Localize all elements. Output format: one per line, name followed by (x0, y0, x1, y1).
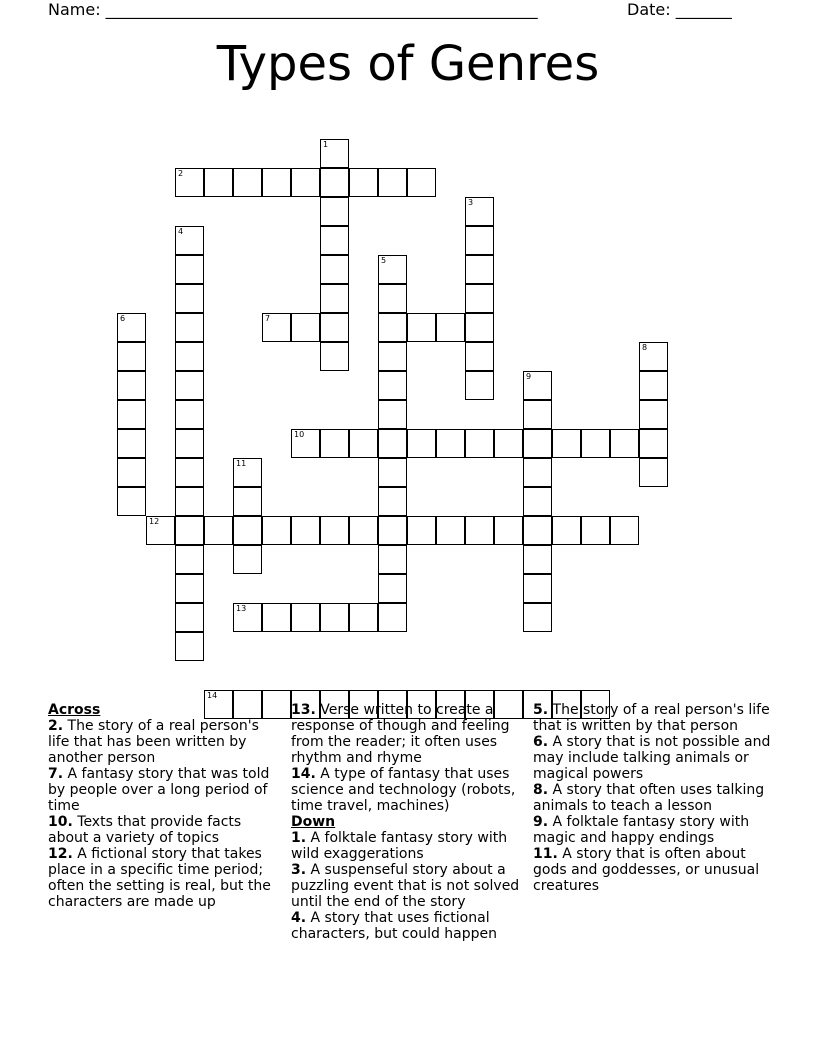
clue-number: 4 (178, 227, 184, 236)
crossword-cell[interactable] (378, 429, 407, 458)
crossword-cell[interactable] (349, 516, 378, 545)
clue-item (48, 846, 284, 910)
crossword-cell[interactable] (320, 284, 349, 313)
date-field-label: Date: _______ (627, 0, 732, 19)
crossword-cell[interactable] (465, 342, 494, 371)
crossword-cell[interactable] (581, 516, 610, 545)
clue-number: 2 (178, 169, 184, 178)
crossword-cell[interactable] (233, 487, 262, 516)
crossword-cell[interactable] (233, 458, 262, 487)
crossword-cell[interactable] (175, 371, 204, 400)
crossword-cell[interactable] (378, 255, 407, 284)
across-clue-list-continued (291, 702, 529, 814)
clue-number-label: 11. (533, 846, 558, 862)
crossword-cell[interactable] (117, 400, 146, 429)
clue-item (533, 734, 773, 782)
crossword-cell[interactable] (639, 458, 668, 487)
crossword-cell[interactable] (233, 603, 262, 632)
crossword-cell[interactable] (378, 313, 407, 342)
crossword-cell[interactable] (465, 284, 494, 313)
crossword-cell[interactable] (320, 313, 349, 342)
crossword-cell[interactable] (175, 516, 204, 545)
crossword-cell[interactable] (523, 545, 552, 574)
clue-text: Verse written to create a response of though and feeling from the reader; it often uses rhythm and rhyme (291, 702, 510, 766)
crossword-cell[interactable] (117, 342, 146, 371)
crossword-cell[interactable] (175, 168, 204, 197)
clue-text: A type of fantasy that uses science and technology (robots, time travel, machines) (291, 766, 516, 814)
clue-number: 11 (236, 459, 247, 468)
page-title: Types of Genres (216, 36, 600, 92)
crossword-cell[interactable] (117, 458, 146, 487)
crossword-cell[interactable] (378, 603, 407, 632)
clue-number-label: 5. (533, 702, 549, 718)
crossword-cell[interactable] (175, 545, 204, 574)
down-clue-list (291, 830, 529, 942)
crossword-cell[interactable] (639, 371, 668, 400)
crossword-cell[interactable] (378, 545, 407, 574)
clue-number: 10 (294, 430, 305, 439)
crossword-cell[interactable] (552, 516, 581, 545)
crossword-cell[interactable] (291, 603, 320, 632)
crossword-cell[interactable] (291, 313, 320, 342)
clue-text: A folktale fantasy story with wild exaggerations (291, 830, 508, 862)
across-clue-list (48, 718, 284, 910)
crossword-cell[interactable] (610, 429, 639, 458)
crossword-cell[interactable] (320, 197, 349, 226)
crossword-cell[interactable] (320, 603, 349, 632)
clue-item (533, 814, 773, 846)
clue-number: 3 (468, 198, 474, 207)
clue-item (48, 766, 284, 814)
down-clue-list-continued (533, 702, 773, 894)
crossword-cell[interactable] (320, 429, 349, 458)
crossword-cell[interactable] (175, 429, 204, 458)
crossword-cell[interactable] (465, 371, 494, 400)
crossword-cell[interactable] (639, 429, 668, 458)
clue-item (533, 846, 773, 894)
crossword-cell[interactable] (146, 516, 175, 545)
clue-item (291, 862, 529, 910)
crossword-cell[interactable] (175, 226, 204, 255)
crossword-cell[interactable] (523, 603, 552, 632)
clue-number-label: 2. (48, 718, 64, 734)
clue-number-label: 1. (291, 830, 307, 846)
crossword-cell[interactable] (378, 574, 407, 603)
crossword-cell[interactable] (494, 516, 523, 545)
clues-column-1 (48, 702, 284, 910)
crossword-cell[interactable] (378, 516, 407, 545)
clue-text: The story of a real person's life that has been written by another person (48, 718, 259, 766)
clue-number-label: 9. (533, 814, 549, 830)
clue-number-label: 14. (291, 766, 316, 782)
down-heading: Down (291, 814, 336, 830)
crossword-cell[interactable] (407, 516, 436, 545)
clue-item (533, 782, 773, 814)
clue-text: A fictional story that takes place in a specific time period; often the setting is real, but the characters are made up (48, 846, 271, 910)
crossword-cell[interactable] (523, 487, 552, 516)
clue-number: 6 (120, 314, 126, 323)
crossword-cell[interactable] (465, 516, 494, 545)
clue-number-label: 6. (533, 734, 549, 750)
crossword-cell[interactable] (436, 313, 465, 342)
crossword-cell[interactable] (436, 516, 465, 545)
crossword-cell[interactable] (204, 168, 233, 197)
clue-number-label: 7. (48, 766, 64, 782)
name-field-label: Name: ______________________________________________________ (48, 0, 538, 19)
crossword-cell[interactable] (291, 168, 320, 197)
crossword-cell[interactable] (349, 429, 378, 458)
clue-text: A fantasy story that was told by people over a long period of time (48, 766, 270, 814)
crossword-cell[interactable] (494, 429, 523, 458)
crossword-cell[interactable] (378, 458, 407, 487)
crossword-cell[interactable] (465, 197, 494, 226)
crossword-cell[interactable] (465, 429, 494, 458)
crossword-cell[interactable] (407, 168, 436, 197)
crossword-cell[interactable] (175, 313, 204, 342)
crossword-cell[interactable] (175, 487, 204, 516)
crossword-cell[interactable] (465, 226, 494, 255)
clue-number: 5 (381, 256, 387, 265)
clue-text: Texts that provide facts about a variety of topics (48, 814, 242, 846)
crossword-cell[interactable] (523, 574, 552, 603)
crossword-cell[interactable] (436, 429, 465, 458)
worksheet-header (0, 0, 816, 24)
crossword-cell[interactable] (320, 342, 349, 371)
crossword-cell[interactable] (581, 429, 610, 458)
crossword-cell[interactable] (175, 400, 204, 429)
crossword-cell[interactable] (523, 429, 552, 458)
crossword-cell[interactable] (175, 458, 204, 487)
crossword-cell[interactable] (465, 313, 494, 342)
crossword-cell[interactable] (523, 371, 552, 400)
clue-item (291, 702, 529, 766)
crossword-cell[interactable] (175, 632, 204, 661)
crossword-cell[interactable] (262, 516, 291, 545)
crossword-cell[interactable] (407, 429, 436, 458)
clue-number-label: 13. (291, 702, 316, 718)
crossword-cell[interactable] (117, 429, 146, 458)
clues-column-3 (533, 702, 773, 894)
clue-number-label: 10. (48, 814, 73, 830)
crossword-cell[interactable] (407, 313, 436, 342)
crossword-cell[interactable] (262, 313, 291, 342)
crossword-cell[interactable] (639, 342, 668, 371)
clue-text: The story of a real person's life that is written by that person (533, 702, 770, 734)
crossword-cell[interactable] (175, 342, 204, 371)
crossword-cell[interactable] (233, 168, 262, 197)
crossword-cell[interactable] (204, 516, 233, 545)
crossword-cell[interactable] (378, 168, 407, 197)
crossword-cell[interactable] (378, 284, 407, 313)
crossword-cell[interactable] (378, 371, 407, 400)
crossword-cell[interactable] (117, 371, 146, 400)
crossword-cell[interactable] (233, 545, 262, 574)
crossword-cell[interactable] (175, 284, 204, 313)
clue-item (291, 830, 529, 862)
crossword-cell[interactable] (349, 168, 378, 197)
clue-item (48, 718, 284, 766)
clue-number: 13 (236, 604, 247, 613)
crossword-cell[interactable] (117, 313, 146, 342)
clue-number: 14 (207, 691, 218, 700)
clue-number-label: 8. (533, 782, 549, 798)
clue-number: 12 (149, 517, 160, 526)
crossword-cell[interactable] (117, 487, 146, 516)
crossword-cell[interactable] (378, 487, 407, 516)
crossword-cell[interactable] (523, 400, 552, 429)
clue-number-label: 4. (291, 910, 307, 926)
clue-item (48, 814, 284, 846)
crossword-cell[interactable] (233, 516, 262, 545)
crossword-cell[interactable] (552, 429, 581, 458)
crossword-cell[interactable] (378, 342, 407, 371)
clue-text: A story that uses fictional characters, but could happen (291, 910, 498, 942)
crossword-cell[interactable] (320, 168, 349, 197)
clue-text: A folktale fantasy story with magic and happy endings (533, 814, 750, 846)
crossword-cell[interactable] (465, 255, 494, 284)
crossword-cell[interactable] (610, 516, 639, 545)
clue-text: A suspenseful story about a puzzling event that is not solved until the end of the story (291, 862, 520, 910)
crossword-cell[interactable] (523, 458, 552, 487)
clues-column-2 (291, 702, 529, 942)
clue-text: A story that is not possible and may include talking animals or magical powers (533, 734, 771, 782)
crossword-cell[interactable] (639, 400, 668, 429)
clue-text: A story that often uses talking animals to teach a lesson (533, 782, 765, 814)
crossword-cell[interactable] (262, 603, 291, 632)
across-heading: Across (48, 702, 101, 718)
clue-text: A story that is often about gods and goddesses, or unusual creatures (533, 846, 760, 894)
crossword-cell[interactable] (320, 226, 349, 255)
clue-number: 9 (526, 372, 532, 381)
clue-number-label: 12. (48, 846, 73, 862)
clue-number: 8 (642, 343, 648, 352)
clue-item (533, 702, 773, 734)
clue-number: 1 (323, 140, 329, 149)
crossword-cell[interactable] (523, 516, 552, 545)
crossword-cell[interactable] (320, 255, 349, 284)
crossword-cell[interactable] (320, 516, 349, 545)
crossword-cell[interactable] (291, 429, 320, 458)
clue-number-label: 3. (291, 862, 307, 878)
crossword-cell[interactable] (262, 168, 291, 197)
clue-item (291, 910, 529, 942)
crossword-cell[interactable] (175, 255, 204, 284)
crossword-cell[interactable] (175, 574, 204, 603)
crossword-cell[interactable] (175, 603, 204, 632)
crossword-cell[interactable] (291, 516, 320, 545)
crossword-cell[interactable] (378, 400, 407, 429)
crossword-cell[interactable] (349, 603, 378, 632)
clue-item (291, 766, 529, 814)
clue-number: 7 (265, 314, 271, 323)
crossword-cell[interactable] (320, 139, 349, 168)
